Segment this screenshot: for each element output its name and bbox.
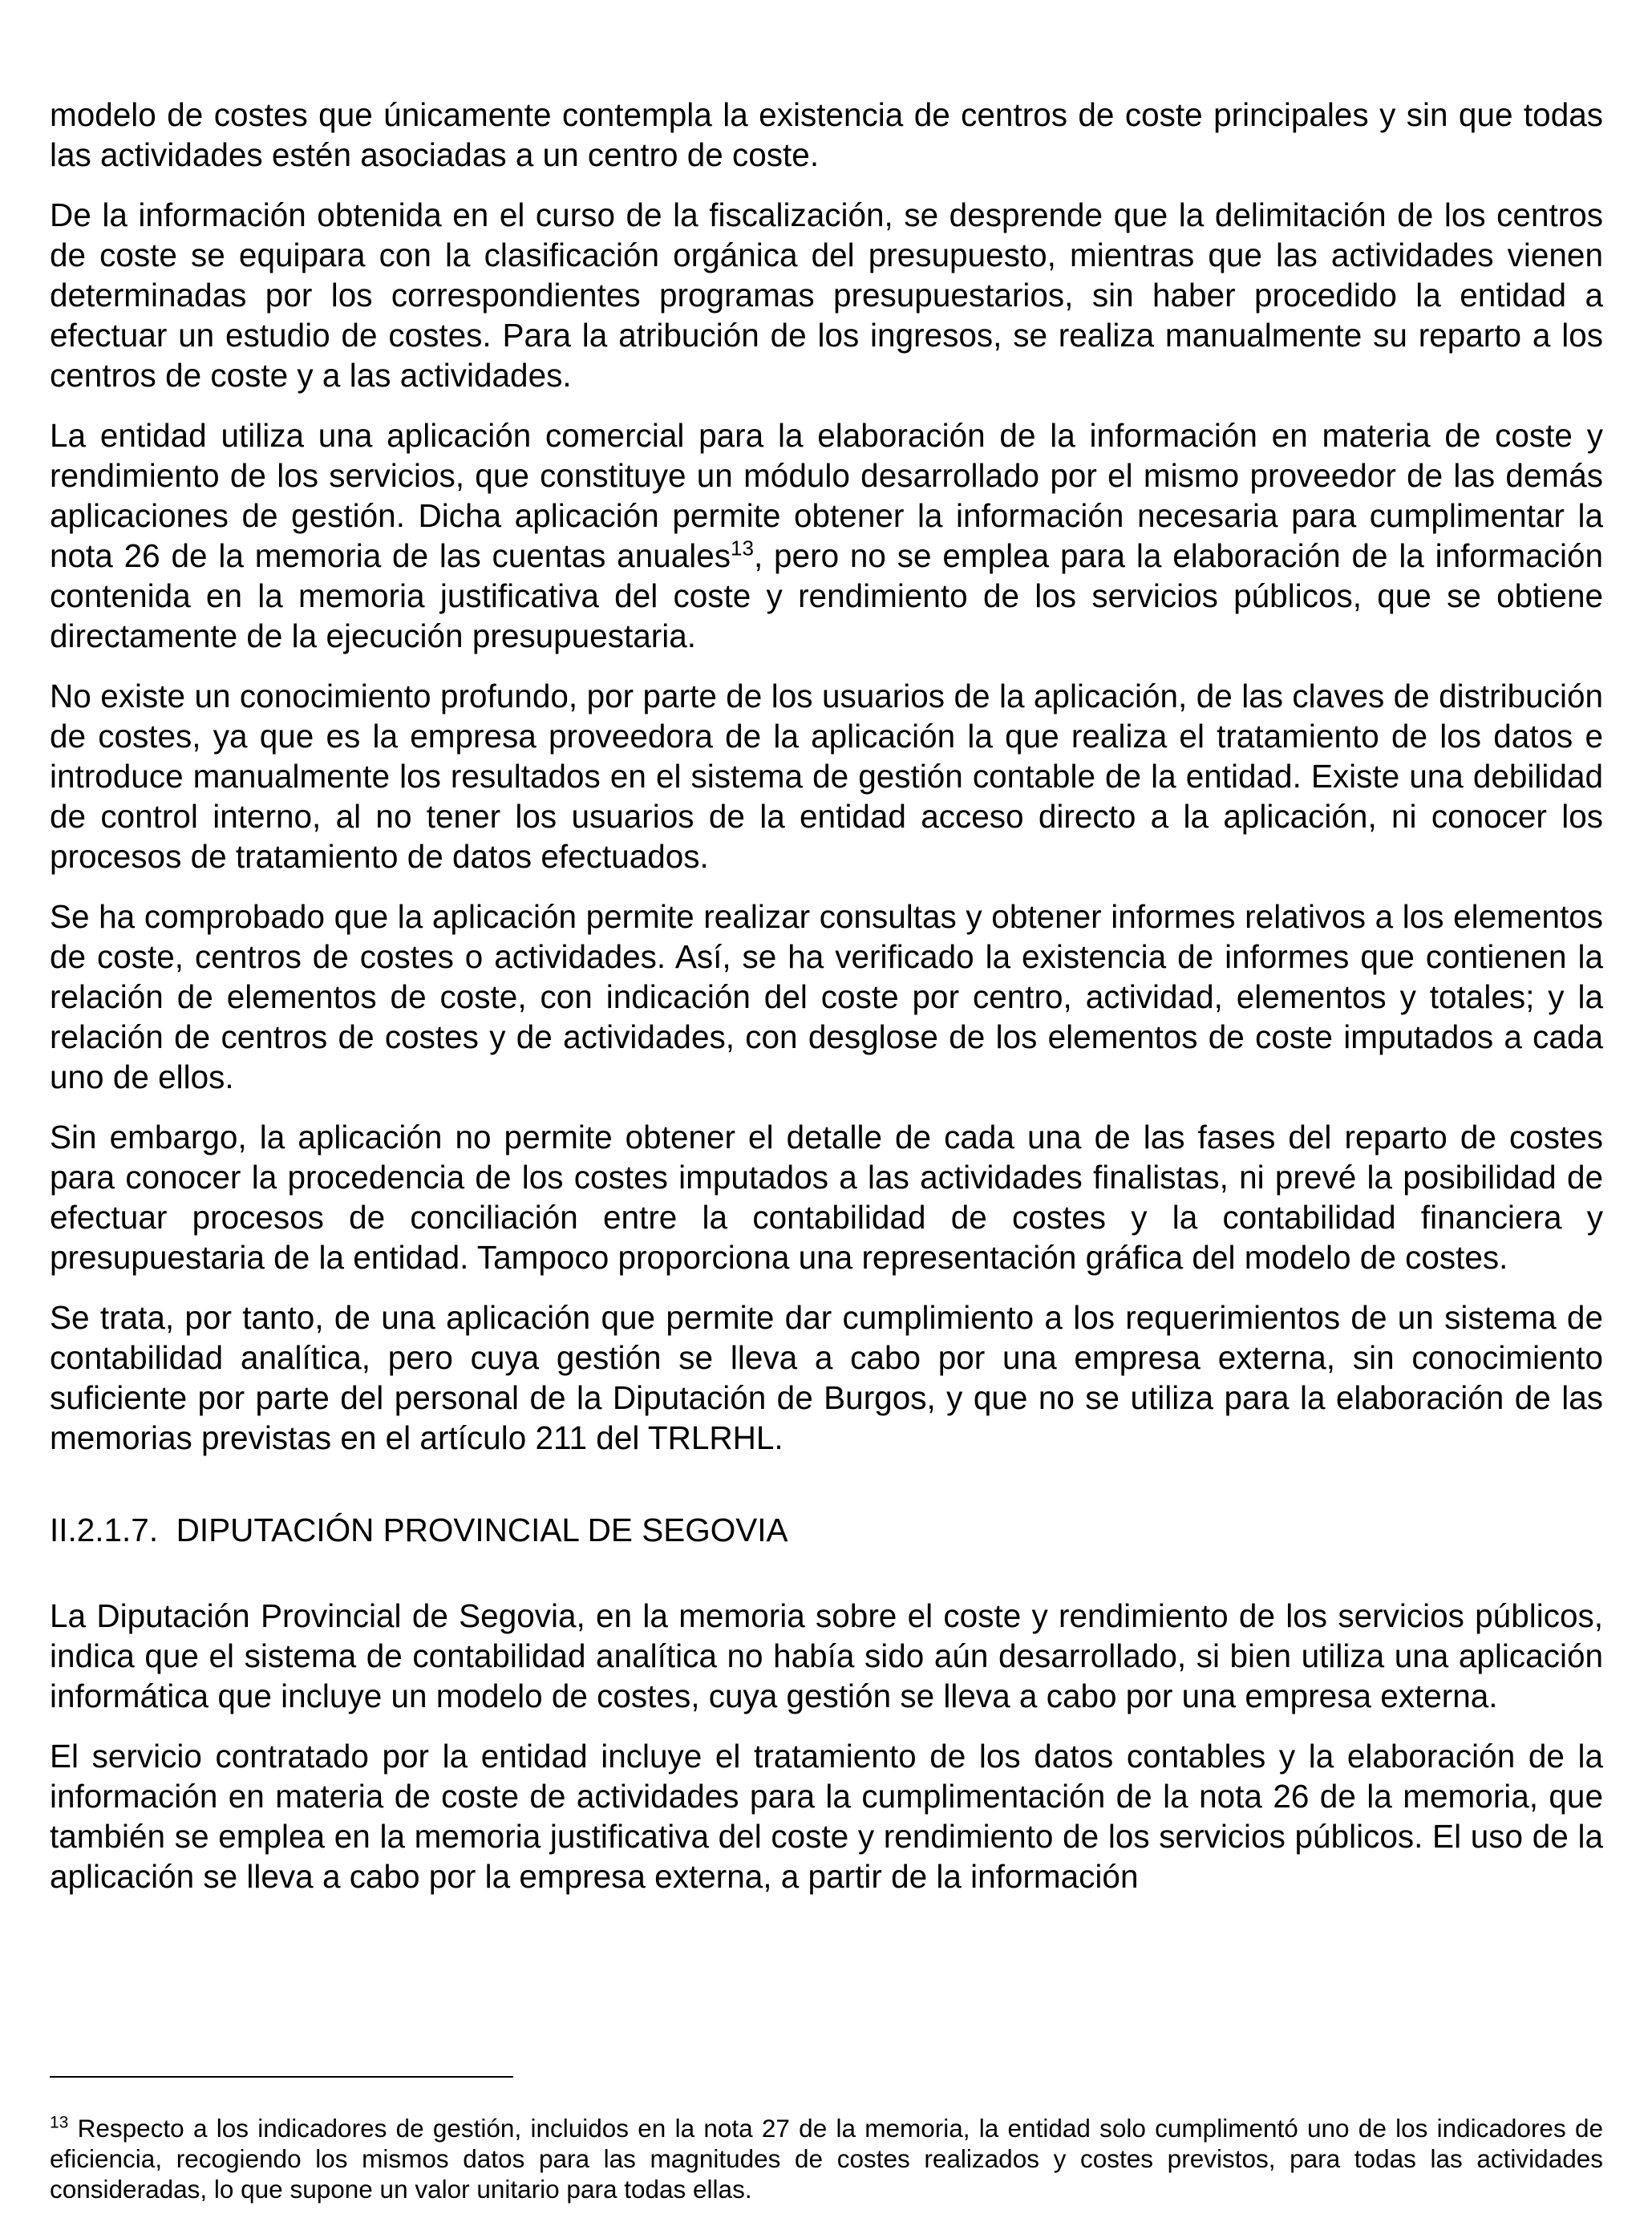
section-paragraph-2: El servicio contratado por la entidad incluye el tratamiento de los datos contables y la elaboración de la información en materia de coste de actividades para la cumplimentación de la nota 26 de la memoria, que también se emplea en la memoria justificativa del coste y rendimiento de los servicios públicos. El uso de la aplicación se lleva a cabo por la empresa externa, a partir de la información bbox=[50, 1738, 1603, 1895]
footnote-separator bbox=[50, 2076, 513, 2078]
section-number: II.2.1.7. bbox=[50, 1512, 159, 1548]
paragraph-5: Se ha comprobado que la aplicación permite realizar consultas y obtener informes relativos a los elementos de coste, centros de costes o actividades. Así, se ha verificado la existencia de informes que contienen la relación de elementos de coste, con indicación del coste por centro, actividad, elementos y totales; y la relación de centros de costes y de actividades, con desglose de los elementos de coste imputados a cada uno de ellos. bbox=[50, 898, 1603, 1095]
paragraph-6: Sin embargo, la aplicación no permite obtener el detalle de cada una de las fases del reparto de costes para conocer la procedencia de los costes imputados a las actividades finalistas, ni prevé la posibilidad de efectuar procesos de conciliación entre la contabilidad de costes y la contabilidad financiera y presupuestaria de la entidad. Tampoco proporciona una representación gráfica del modelo de costes. bbox=[50, 1119, 1603, 1276]
footnote bbox=[50, 2113, 1603, 2204]
section-paragraph-1: La Diputación Provincial de Segovia, en la memoria sobre el coste y rendimiento de los servicios públicos, indica que el sistema de contabilidad analítica no había sido aún desarrollado, si bien utiliza una aplicación informática que incluye un modelo de costes, cuya gestión se lleva a cabo por una empresa externa. bbox=[50, 1597, 1603, 1714]
paragraph-1: modelo de costes que únicamente contempla la existencia de centros de coste principales y sin que todas las actividades estén asociadas a un centro de coste. bbox=[50, 96, 1603, 173]
paragraph-3 bbox=[50, 415, 1603, 656]
section-title: DIPUTACIÓN PROVINCIAL DE SEGOVIA bbox=[176, 1512, 788, 1548]
section-heading bbox=[50, 1510, 1603, 1550]
paragraph-7: Se trata, por tanto, de una aplicación que permite dar cumplimiento a los requerimientos de un sistema de contabilidad analítica, pero cuya gestión se lleva a cabo por una empresa externa, sin conocimiento suficiente por parte del personal de la Diputación de Burgos, y que no se utiliza para la elaboración de las memorias previstas en el artículo 211 del TRLRHL. bbox=[50, 1299, 1603, 1456]
footnote-text: Respecto a los indicadores de gestión, incluidos en la nota 27 de la memoria, la entidad solo cumplimentó uno de los indicadores de eficiencia, recogiendo los mismos datos para las magnitudes de costes realizados y costes previstos, para todas las actividades consideradas, lo que supone un valor unitario para todas ellas. bbox=[50, 2114, 1603, 2204]
paragraph-3-text-before: La entidad utiliza una aplicación comercial para la elaboración de la información en materia de coste y rendimiento de los servicios, que constituye un módulo desarrollado por el mismo proveedor de las demás aplicaciones de gestión. Dicha aplicación permite obtener la información necesaria para cumplimentar la nota 26 de la memoria de las cuentas anuales bbox=[50, 417, 1603, 574]
page-body bbox=[50, 95, 1603, 1916]
paragraph-2: De la información obtenida en el curso de la fiscalización, se desprende que la delimitación de los centros de coste se equipara con la clasificación orgánica del presupuesto, mientras que las actividades vienen determinadas por los correspondientes programas presupuestarios, sin haber procedido la entidad a efectuar un estudio de costes. Para la atribución de los ingresos, se realiza manualmente su reparto a los centros de coste y a las actividades. bbox=[50, 196, 1603, 394]
paragraph-3-text-after: , pero no se emplea para la elaboración de la información contenida en la memoria justificativa del coste y rendimiento de los servicios públicos, que se obtiene directamente de la ejecución presupuestaria. bbox=[50, 537, 1603, 654]
footnote-number: 13 bbox=[50, 2113, 69, 2132]
footnote-reference[interactable]: 13 bbox=[731, 536, 754, 561]
paragraph-4: No existe un conocimiento profundo, por parte de los usuarios de la aplicación, de las claves de distribución de costes, ya que es la empresa proveedora de la aplicación la que realiza el tratamiento de los datos e introduce manualmente los resultados en el sistema de gestión contable de la entidad. Existe una debilidad de control interno, al no tener los usuarios de la entidad acceso directo a la aplicación, ni conocer los procesos de tratamiento de datos efectuados. bbox=[50, 678, 1603, 875]
